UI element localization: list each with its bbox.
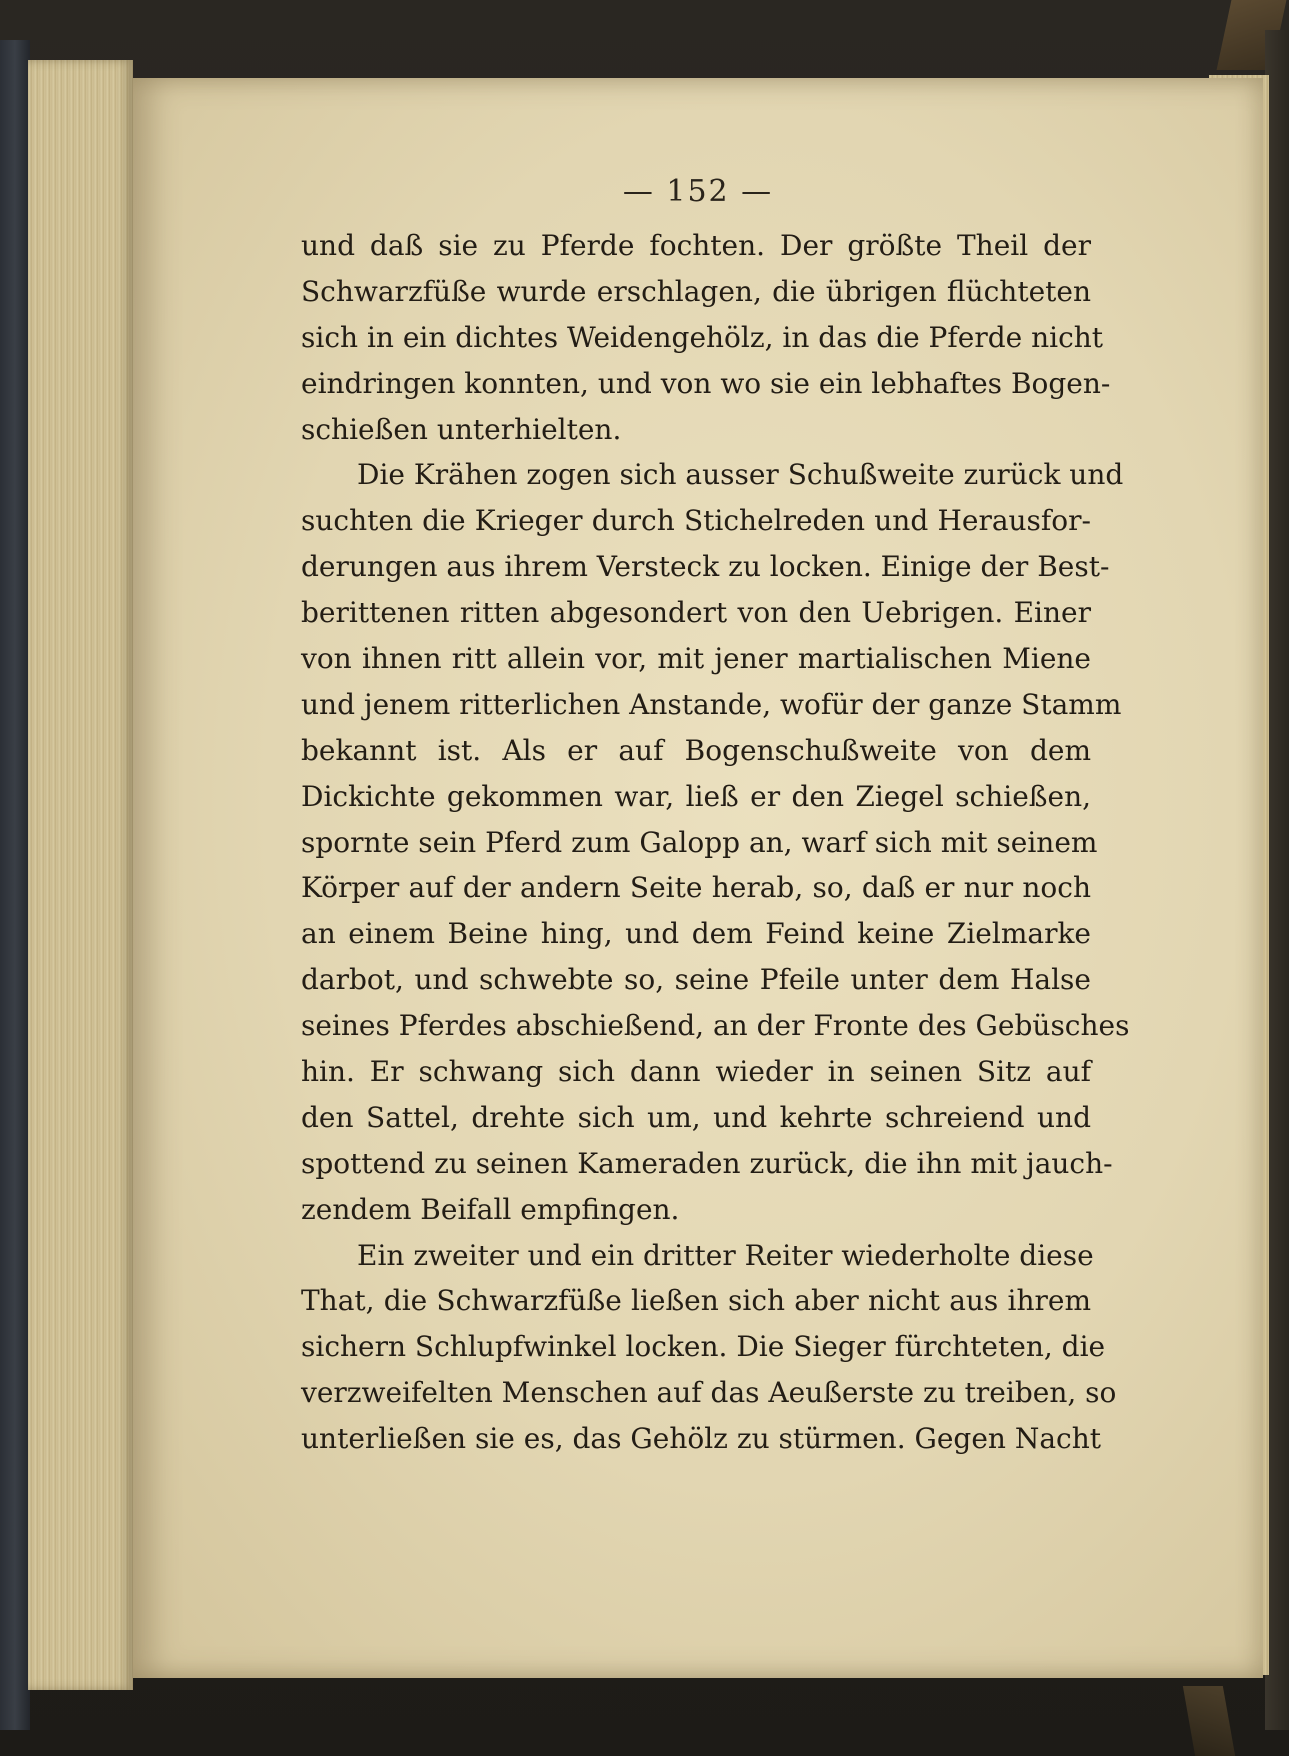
text-line: Körper auf der andern Seite herab, so, daß er nur noch xyxy=(301,871,1091,905)
text-line: und jenem ritterlichen Anstande, wofür der ganze Stamm xyxy=(301,687,1122,721)
text-line: darbot, und schwebte so, seine Pfeile unter dem Halse xyxy=(301,963,1091,997)
text-line: That, die Schwarzfüße ließen sich aber nicht aus ihrem xyxy=(301,1284,1091,1318)
text-line: schießen unterhielten. xyxy=(301,412,622,446)
text-line: seines Pferdes abschießend, an der Fronte des Gebüsches xyxy=(301,1009,1130,1043)
text-line: hin. Er schwang sich dann wieder in seinen Sitz auf xyxy=(301,1055,1091,1089)
text-line: verzweifelten Menschen auf das Aeußerste zu treiben, so xyxy=(301,1376,1117,1410)
text-line: Dickichte gekommen war, ließ er den Ziegel schießen, xyxy=(301,779,1091,813)
text-line: Schwarzfüße wurde erschlagen, die übrigen flüchteten xyxy=(301,274,1091,308)
text-line: spornte sein Pferd zum Galopp an, warf sich mit seinem xyxy=(301,825,1098,859)
text-line: berittenen ritten abgesondert von den Uebrigen. Einer xyxy=(301,596,1091,630)
bookmark-ribbon-bottom xyxy=(1183,1686,1235,1756)
text-line: und daß sie zu Pferde fochten. Der größte Theil der xyxy=(301,229,1091,262)
text-line: unterließen sie es, das Gehölz zu stürmen. Gegen Nacht xyxy=(301,1422,1102,1456)
text-line: suchten die Krieger durch Stichelreden und Herausfor- xyxy=(301,504,1091,538)
text-line: sichern Schlupfwinkel locken. Die Sieger fürchteten, die xyxy=(301,1330,1106,1364)
text-line: bekannt ist. Als er auf Bogenschußweite von dem xyxy=(301,733,1091,767)
body-text xyxy=(301,223,1130,1462)
text-line: sich in ein dichtes Weidengehölz, in das die Pferde nicht xyxy=(301,320,1104,354)
text-line: Die Krähen zogen sich ausser Schußweite zurück und xyxy=(357,458,1124,492)
text-line: an einem Beine hing, und dem Feind keine Zielmarke xyxy=(301,917,1091,951)
text-line: zendem Beifall empfingen. xyxy=(301,1192,680,1226)
text-line: von ihnen ritt allein vor, mit jener martialischen Miene xyxy=(301,642,1091,676)
text-line: eindringen konnten, und von wo sie ein lebhaftes Bogen- xyxy=(301,366,1111,400)
book-cover-left xyxy=(0,40,30,1730)
page-number: — 152 — xyxy=(622,174,774,209)
text-line: spottend zu seinen Kameraden zurück, die ihn mit jauch- xyxy=(301,1146,1113,1180)
text-line: derungen aus ihrem Versteck zu locken. Einige der Best- xyxy=(301,550,1110,584)
text-line: den Sattel, drehte sich um, und kehrte schreiend und xyxy=(301,1100,1091,1134)
printed-page xyxy=(133,78,1263,1678)
page-edges-left xyxy=(28,60,133,1690)
text-line: Ein zweiter und ein dritter Reiter wiederholte diese xyxy=(357,1238,1094,1272)
